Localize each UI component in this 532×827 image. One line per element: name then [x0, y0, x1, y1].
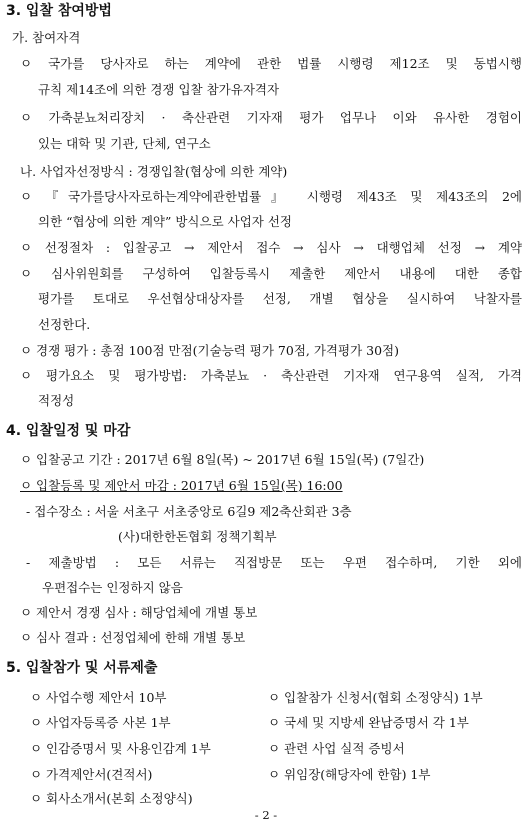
document-item: ㅇ 사업자등록증 사본 1부 [30, 715, 171, 730]
document-item: ㅇ 인감증명서 및 사용인감계 1부 [30, 741, 211, 756]
list-item-cont: 규칙 제14조에 의한 경쟁 입찰 참가유자격자 [38, 82, 280, 97]
document-item: ㅇ 입찰참가 신청서(협회 소정양식) 1부 [268, 690, 483, 705]
document-item: ㅇ 사업수행 제안서 10부 [30, 690, 167, 705]
list-item: ㅇ 선정절차 : 입찰공고 → 제안서 접수 → 심사 → 대행업체 선정 → 계약 [20, 240, 522, 255]
review-result: ㅇ 심사 결과 : 선정업체에 한해 개별 통보 [20, 630, 246, 645]
section3-heading: 3. 입찰 참여방법 [6, 3, 112, 19]
page-number: - 2 - [254, 808, 278, 822]
proposal-review: ㅇ 제안서 경쟁 심사 : 해당업체에 개별 통보 [20, 605, 258, 620]
list-item-cont: 선정한다. [38, 317, 91, 332]
subsection-ga-heading: 가. 참여자격 [12, 30, 81, 45]
document-item: ㅇ 국세 및 지방세 완납증명서 각 1부 [268, 715, 469, 730]
list-item-cont: 적정성 [38, 393, 75, 408]
submission-place: - 접수장소 : 서울 서초구 서초중앙로 6길9 제2축산회관 3층 [26, 504, 352, 519]
section4-heading: 4. 입찰일정 및 마감 [6, 423, 131, 439]
submission-place-org: (사)대한한돈협회 정책기획부 [118, 529, 277, 544]
section5-heading: 5. 입찰참가 및 서류제출 [6, 660, 158, 676]
document-item: ㅇ 위임장(해당자에 한함) 1부 [268, 767, 431, 782]
announcement-period: ㅇ 입찰공고 기간 : 2017년 6월 8일(목) ~ 2017년 6월 15일(목) (7일간) [20, 452, 425, 467]
list-item-cont: 의한 “협상에 의한 계약” 방식으로 사업자 선정 [38, 214, 292, 229]
submission-method: - 제출방법 : 모든 서류는 직접방문 또는 우편 접수하며, 기한 외에 [26, 555, 522, 570]
list-item: ㅇ 평가요소 및 평가방법: 가축분뇨 · 축산관련 기자재 연구용역 실적, 가격 [20, 368, 522, 383]
list-item: ㅇ 『국가를당사자로하는계약에관한법률』 시행령 제43조 및 제43조의 2에 [20, 189, 522, 204]
subsection-na-heading: 나. 사업자선정방식 : 경쟁입찰(협상에 의한 계약) [20, 164, 288, 179]
list-item: ㅇ 심사위원회를 구성하여 입찰등록시 제출한 제안서 내용에 대한 종합 [20, 266, 522, 281]
list-item-cont: 평가를 토대로 우선협상대상자를 선정, 개별 협상을 실시하여 낙찰자를 [38, 291, 522, 306]
list-item: ㅇ 가축분뇨처리장치 · 축산관련 기자재 평가 업무나 이와 유사한 경험이 [20, 110, 522, 125]
document-item: ㅇ 가격제안서(견적서) [30, 767, 153, 782]
list-item: ㅇ 경쟁 평가 : 총점 100점 만점(기술능력 평가 70점, 가격평가 30점) [20, 343, 399, 358]
document-item: ㅇ 관련 사업 실적 증빙서 [268, 741, 405, 756]
submission-method-cont: 우편접수는 인정하지 않음 [42, 580, 183, 595]
document-item: ㅇ 회사소개서(본회 소정양식) [30, 791, 193, 806]
list-item-cont: 있는 대학 및 기관, 단체, 연구소 [38, 136, 211, 151]
submission-deadline: ㅇ 입찰등록 및 제안서 마감 : 2017년 6월 15일(목) 16:00 [20, 478, 343, 493]
list-item: ㅇ 국가를 당사자로 하는 계약에 관한 법률 시행령 제12조 및 동법시행 [20, 56, 522, 71]
